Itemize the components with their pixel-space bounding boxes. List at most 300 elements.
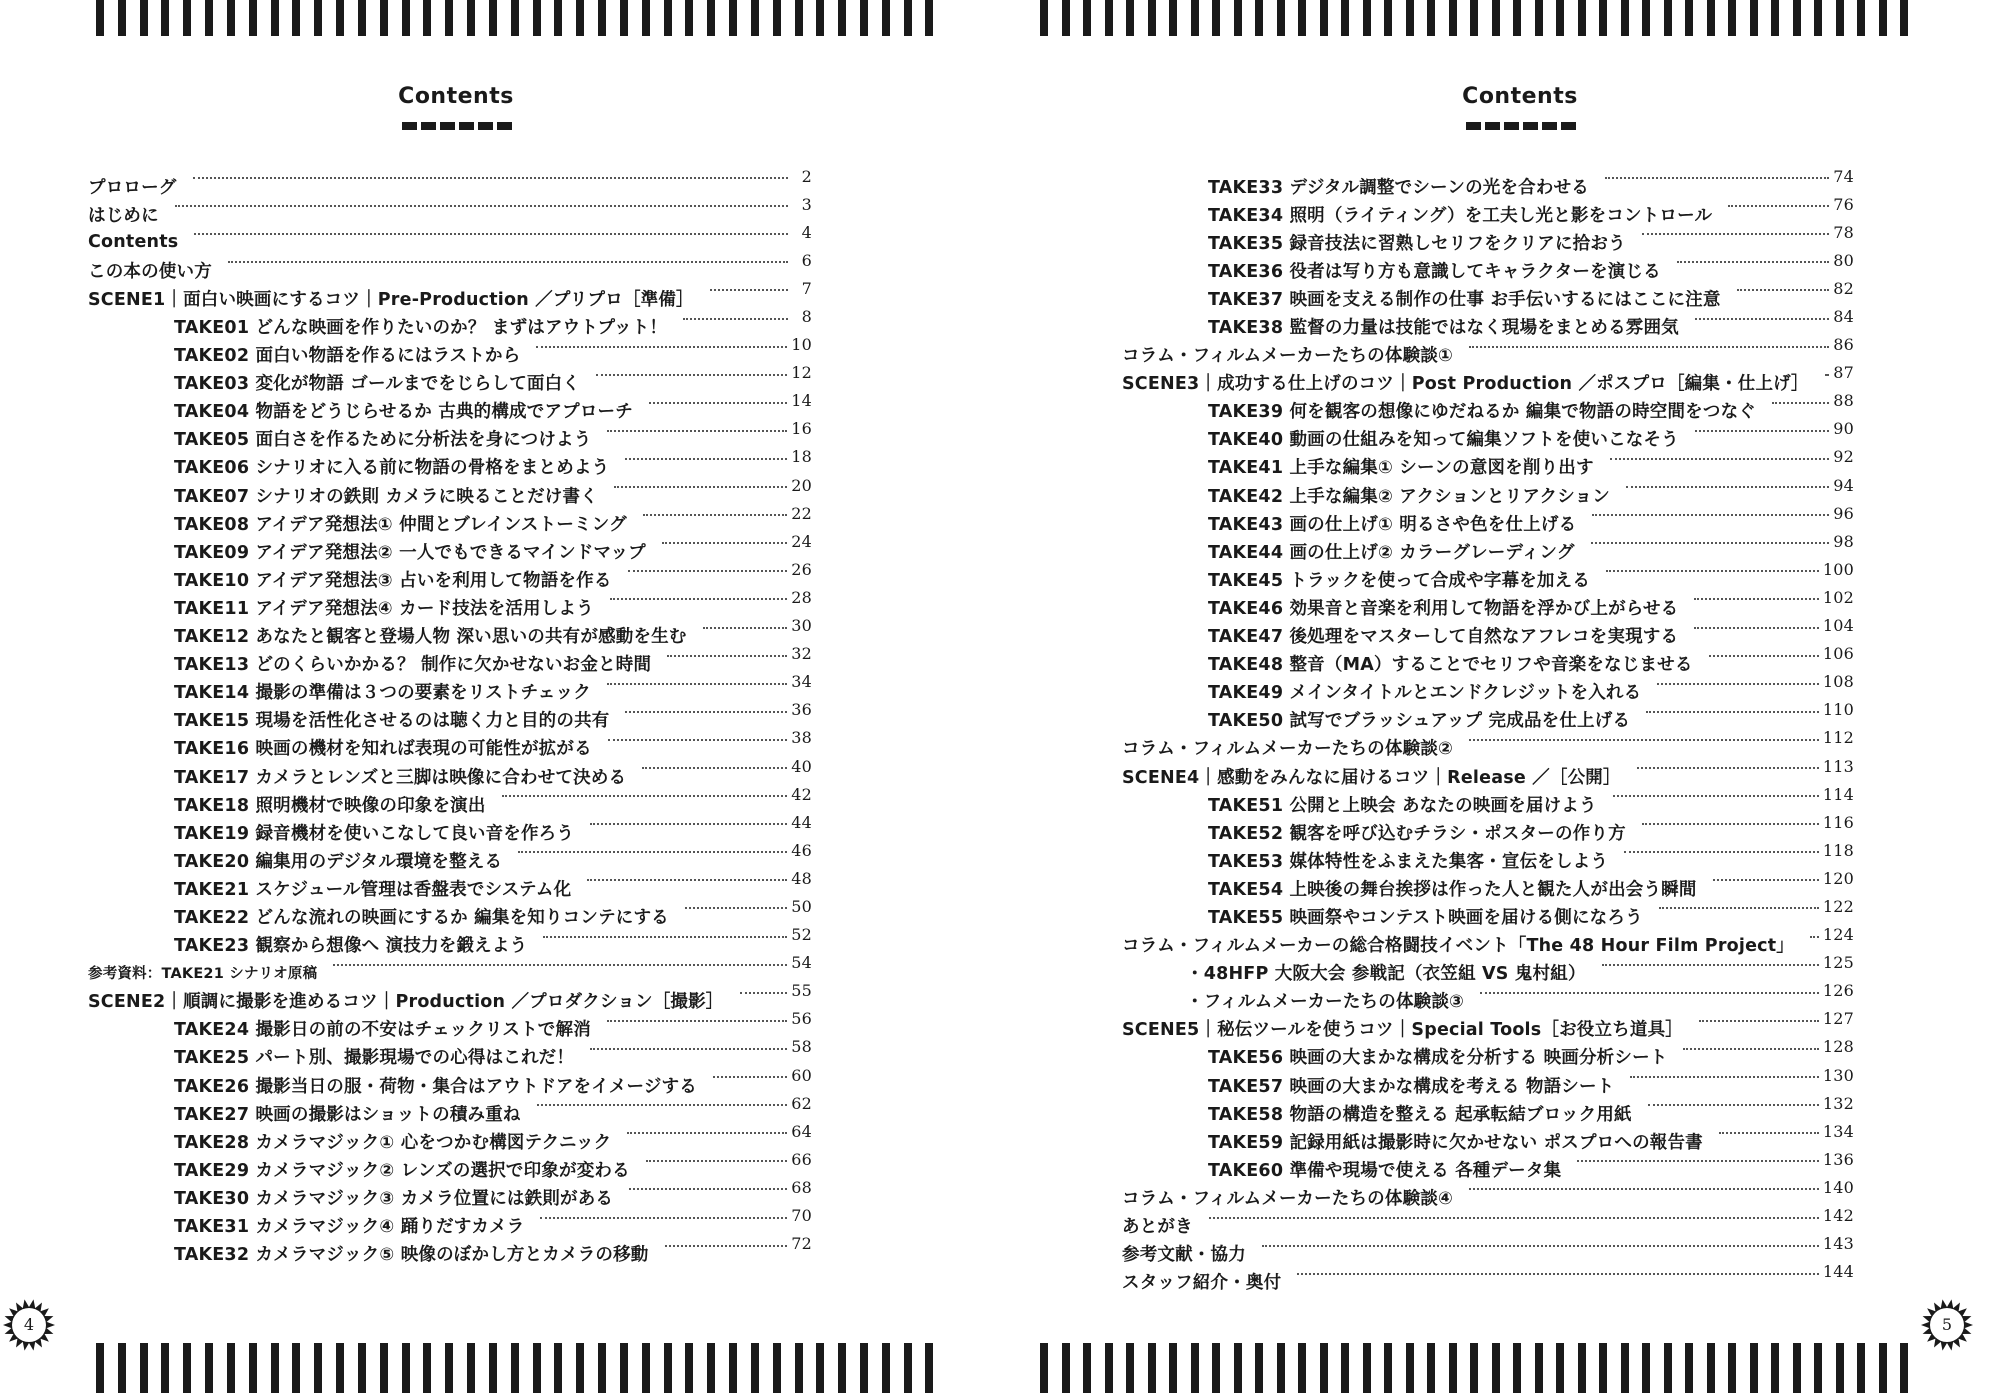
toc-entry-label: TAKE06 シナリオに入る前に物語の骨格をまとめよう <box>174 458 610 479</box>
stripe <box>816 1343 824 1393</box>
toc-entry[interactable] <box>88 1234 812 1268</box>
stripe <box>1191 1343 1199 1393</box>
bottom-stripe-border <box>96 1343 934 1393</box>
toc-entry[interactable] <box>1122 1149 1854 1183</box>
dot-leader <box>649 402 787 404</box>
toc-entry-page: 68 <box>791 1177 812 1197</box>
stripe <box>1105 0 1113 36</box>
dot-leader <box>1469 739 1819 741</box>
toc-entry-page: 44 <box>791 812 812 832</box>
toc-entry-page: 66 <box>791 1149 812 1169</box>
stripe <box>925 1343 933 1393</box>
toc-entry[interactable] <box>1122 363 1854 397</box>
toc-entry[interactable] <box>88 587 812 621</box>
stripe <box>423 0 431 36</box>
stripe <box>773 0 781 36</box>
toc-entry[interactable] <box>1122 194 1854 228</box>
stripe <box>161 1343 169 1393</box>
stripe <box>227 1343 235 1393</box>
toc-entry[interactable] <box>88 363 812 397</box>
toc-entry-page: 55 <box>791 981 812 1001</box>
stripe <box>1556 0 1564 36</box>
stripe <box>664 1343 672 1393</box>
toc-entry-label: TAKE14 撮影の準備は３つの要素をリストチェック <box>174 683 591 704</box>
toc-entry-label: TAKE45 トラックを使って合成や字幕を加える <box>1208 570 1591 591</box>
toc-entry-page: 52 <box>791 925 812 945</box>
dot-leader <box>228 261 788 263</box>
toc-entry-page: 50 <box>791 896 812 916</box>
stripe <box>1664 1343 1672 1393</box>
toc-entry[interactable] <box>1122 1093 1854 1127</box>
toc-entry-page: 104 <box>1822 616 1854 636</box>
toc-entry[interactable] <box>88 1009 812 1043</box>
toc-entry[interactable] <box>1122 222 1854 256</box>
title-underline <box>402 122 512 130</box>
toc-entry[interactable] <box>88 166 812 200</box>
page-number: 5 <box>1941 1315 1953 1334</box>
toc-entry[interactable] <box>88 896 812 930</box>
toc-entry-page: 118 <box>1822 840 1854 860</box>
dot-leader <box>683 318 788 320</box>
toc-entry[interactable] <box>1122 700 1854 734</box>
stripe <box>118 1343 126 1393</box>
toc-entry[interactable] <box>1122 335 1854 369</box>
toc-entry[interactable] <box>88 840 812 874</box>
stripe <box>1449 0 1457 36</box>
stripe <box>161 0 169 36</box>
dot-leader <box>590 1048 787 1050</box>
dot-leader <box>596 374 787 376</box>
stripe <box>511 1343 519 1393</box>
toc-entry[interactable] <box>1122 1206 1854 1239</box>
toc-entry-label: TAKE56 映画の大まかな構成を分析する 映画分析シート <box>1208 1048 1668 1069</box>
toc-entry[interactable] <box>1122 1065 1854 1099</box>
stripe <box>795 1343 803 1393</box>
toc-entry[interactable] <box>1122 840 1854 874</box>
toc-entry-page: 60 <box>791 1065 812 1085</box>
stripe <box>1427 1343 1435 1393</box>
stripe <box>1191 0 1199 36</box>
toc-entry[interactable] <box>1122 1121 1854 1155</box>
dot-leader <box>540 1217 787 1219</box>
stripe <box>1578 1343 1586 1393</box>
page-title: Contents <box>1462 84 1578 109</box>
toc-entry[interactable] <box>88 475 812 509</box>
stripe <box>1040 0 1048 36</box>
toc-entry[interactable] <box>1122 475 1854 509</box>
toc-entry-page: 64 <box>791 1121 812 1141</box>
top-stripe-border <box>96 0 934 36</box>
toc-entry-label: TAKE05 面白さを作るために分析法を身につけよう <box>174 430 592 451</box>
toc-entry[interactable] <box>88 1206 812 1239</box>
toc-entry[interactable] <box>1122 1009 1854 1043</box>
toc-entry[interactable] <box>88 981 812 1015</box>
toc-entry-page: 114 <box>1822 784 1854 804</box>
toc-entry-label: TAKE17 カメラとレンズと三脚は映像に合わせて決める <box>174 767 627 788</box>
dot-leader <box>614 486 787 488</box>
stripe <box>1126 0 1134 36</box>
stripe <box>1363 0 1371 36</box>
stripe <box>358 1343 366 1393</box>
stripe <box>1900 1343 1908 1393</box>
dot-leader <box>1699 1020 1819 1022</box>
stripe <box>795 0 803 36</box>
toc-entry[interactable] <box>1122 728 1854 762</box>
toc-entry[interactable] <box>88 1093 812 1127</box>
dot-leader <box>175 205 788 207</box>
stripe <box>205 0 213 36</box>
toc-entry-page: 96 <box>1833 503 1854 523</box>
stripe <box>1879 1343 1887 1393</box>
dot-leader <box>1810 936 1819 938</box>
stripe <box>642 1343 650 1393</box>
stripe <box>1341 1343 1349 1393</box>
toc-entry[interactable] <box>1122 1234 1854 1268</box>
toc-entry-label: TAKE34 照明（ライティング）を工夫し光と影をコントロール <box>1208 205 1713 226</box>
toc-entry[interactable] <box>88 419 812 453</box>
stripe <box>1642 0 1650 36</box>
stripe <box>1621 0 1629 36</box>
toc-entry-page: 30 <box>791 616 812 636</box>
stripe <box>751 0 759 36</box>
toc-entry[interactable] <box>88 307 812 340</box>
toc-entry-page: 143 <box>1822 1234 1854 1254</box>
dot-leader <box>703 627 788 629</box>
stripe <box>1793 1343 1801 1393</box>
toc-entry-page: 38 <box>791 728 812 748</box>
stripe <box>1793 0 1801 36</box>
toc-entry-page: 78 <box>1833 222 1854 242</box>
toc-entry[interactable] <box>88 503 812 537</box>
toc-entry-label: SCENE3｜成功する仕上げのコツ｜Post Production ／ポスプロ［編集・仕上げ］ <box>1122 374 1809 395</box>
toc-entry[interactable] <box>88 925 812 959</box>
dot-leader <box>1469 346 1829 348</box>
stripe <box>1814 1343 1822 1393</box>
toc-entry[interactable] <box>88 616 812 650</box>
toc-entry[interactable] <box>1122 559 1854 593</box>
stripe <box>402 1343 410 1393</box>
dot-leader <box>1602 964 1819 966</box>
stripe <box>685 0 693 36</box>
toc-entry-label: TAKE42 上手な編集② アクションとリアクション <box>1208 486 1610 507</box>
toc-entry[interactable] <box>1122 503 1854 537</box>
toc-entry-page: 62 <box>791 1093 812 1113</box>
dot-leader <box>1613 795 1819 797</box>
dot-leader <box>1624 851 1819 853</box>
dot-leader <box>1630 1076 1818 1078</box>
stripe <box>1384 1343 1392 1393</box>
stripe <box>1169 0 1177 36</box>
stripe <box>140 1343 148 1393</box>
stripe <box>271 0 279 36</box>
toc-entry-label: SCENE5｜秘伝ツールを使うコツ｜Special Tools［お役立ち道具］ <box>1122 1020 1683 1041</box>
toc-entry-page: 22 <box>791 503 812 523</box>
toc-entry[interactable] <box>88 784 812 818</box>
stripe <box>904 0 912 36</box>
stripe <box>882 1343 890 1393</box>
dot-leader <box>1694 627 1819 629</box>
toc-entry[interactable] <box>88 391 812 425</box>
toc-entry[interactable] <box>88 1037 812 1071</box>
stripe <box>1535 0 1543 36</box>
dot-leader <box>536 346 787 348</box>
stripe <box>707 0 715 36</box>
dot-leader <box>710 289 788 291</box>
toc-entry-page: 12 <box>791 363 812 383</box>
toc-entry-page: 24 <box>791 531 812 551</box>
toc-entry-label: SCENE4｜感動をみんなに届けるコツ｜Release ／［公開］ <box>1122 767 1621 788</box>
stripe <box>183 0 191 36</box>
stripe <box>1320 0 1328 36</box>
toc-entry[interactable] <box>1122 925 1854 959</box>
toc-entry[interactable] <box>1122 784 1854 818</box>
toc-entry[interactable] <box>88 953 812 987</box>
stripe <box>1814 0 1822 36</box>
toc-entry-label: TAKE12 あなたと観客と登場人物 深い思いの共有が感動を生む <box>174 627 687 648</box>
toc-entry[interactable] <box>88 728 812 762</box>
toc-entry-page: 2 <box>801 166 812 186</box>
toc-entry-page: 72 <box>791 1234 812 1254</box>
dot-leader <box>1642 823 1819 825</box>
page-number: 4 <box>23 1315 35 1334</box>
stripe <box>1169 1343 1177 1393</box>
toc-entry-label: TAKE30 カメラマジック③ カメラ位置には鉄則がある <box>174 1188 614 1209</box>
stripe <box>1427 0 1435 36</box>
toc-entry[interactable] <box>88 531 812 565</box>
stripe <box>1298 0 1306 36</box>
dot-leader <box>625 711 787 713</box>
toc-entry[interactable] <box>1122 587 1854 621</box>
dot-leader <box>740 992 788 994</box>
stripe <box>1879 0 1887 36</box>
stripe <box>533 1343 541 1393</box>
stripe <box>1707 1343 1715 1393</box>
stripe <box>140 0 148 36</box>
toc-entry[interactable] <box>1122 812 1854 846</box>
toc-entry-page: 87 <box>1833 363 1854 383</box>
stripe <box>445 0 453 36</box>
toc-entry-page: 127 <box>1822 1009 1854 1029</box>
toc-list <box>1122 166 1854 1296</box>
dot-leader <box>607 683 787 685</box>
stripe <box>533 0 541 36</box>
stripe <box>1750 1343 1758 1393</box>
toc-entry[interactable] <box>88 250 812 284</box>
dot-leader <box>1297 1273 1819 1275</box>
bottom-stripe-border <box>1040 1343 1908 1393</box>
dot-leader <box>1605 177 1829 179</box>
toc-entry-label: TAKE22 どんな流れの映画にするか 編集を知りコンテにする <box>174 907 669 928</box>
stripe <box>904 1343 912 1393</box>
top-stripe-border <box>1040 0 1908 36</box>
stripe <box>1685 1343 1693 1393</box>
stripe <box>1836 0 1844 36</box>
stripe <box>1492 0 1500 36</box>
stripe <box>1599 0 1607 36</box>
dot-leader <box>665 1245 788 1247</box>
toc-entry-page: 134 <box>1822 1121 1854 1141</box>
dot-leader <box>1772 402 1829 404</box>
stripe <box>1771 1343 1779 1393</box>
dot-leader <box>625 458 787 460</box>
page-number-badge <box>2 1298 56 1352</box>
toc-entry-page: 130 <box>1822 1065 1854 1085</box>
toc-entry-label: TAKE03 変化が物語 ゴールまでをじらして面白く <box>174 374 581 395</box>
toc-entry[interactable] <box>88 672 812 706</box>
toc-entry-page: 86 <box>1833 335 1854 355</box>
toc-entry[interactable] <box>1122 1177 1854 1211</box>
stripe <box>1277 0 1285 36</box>
toc-entry-label: TAKE26 撮影当日の服・荷物・集合はアウトドアをイメージする <box>174 1076 697 1097</box>
toc-entry[interactable] <box>1122 616 1854 650</box>
toc-entry-page: 18 <box>791 447 812 467</box>
toc-entry-page: 124 <box>1822 925 1854 945</box>
stripe <box>554 1343 562 1393</box>
toc-entry[interactable] <box>1122 756 1854 790</box>
toc-entry-label: TAKE18 照明機材で映像の印象を演出 <box>174 795 486 816</box>
toc-entry[interactable] <box>1122 391 1854 425</box>
stripe <box>685 1343 693 1393</box>
dot-leader <box>1646 711 1819 713</box>
toc-entry[interactable] <box>1122 868 1854 902</box>
toc-entry[interactable] <box>1122 953 1854 987</box>
toc-entry-page: 112 <box>1822 728 1854 748</box>
stripe <box>249 1343 257 1393</box>
dot-leader <box>1626 486 1829 488</box>
dot-leader <box>1592 514 1829 516</box>
dot-leader <box>1591 542 1830 544</box>
stripe <box>227 0 235 36</box>
toc-entry[interactable] <box>88 447 812 481</box>
dot-leader <box>662 542 787 544</box>
toc-entry-label: 参考文献・協力 <box>1122 1245 1246 1266</box>
toc-entry-label: Contents <box>88 232 179 253</box>
dot-leader <box>607 430 787 432</box>
stripe <box>1857 0 1865 36</box>
toc-entry-page: 32 <box>791 644 812 664</box>
toc-entry-page: 42 <box>791 784 812 804</box>
toc-entry-page: 144 <box>1822 1262 1854 1282</box>
toc-entry-page: 140 <box>1822 1177 1854 1197</box>
stripe <box>1320 1343 1328 1393</box>
stripe <box>292 0 300 36</box>
toc-entry[interactable] <box>88 812 812 846</box>
toc-entry-page: 10 <box>791 335 812 355</box>
dot-leader <box>193 177 789 179</box>
toc-entry-label: ・フィルムメーカーたちの体験談③ <box>1186 992 1465 1013</box>
stripe <box>1492 1343 1500 1393</box>
toc-entry-label: TAKE02 面白い物語を作るにはラストから <box>174 346 521 367</box>
toc-entry[interactable] <box>88 644 812 678</box>
stripe <box>620 1343 628 1393</box>
dot-leader <box>518 851 787 853</box>
dot-leader <box>1728 205 1829 207</box>
dot-leader <box>1683 1048 1818 1050</box>
toc-entry[interactable] <box>1122 672 1854 706</box>
toc-entry-page: 7 <box>801 278 812 298</box>
stripe <box>249 0 257 36</box>
toc-entry-page: 36 <box>791 700 812 720</box>
stripe <box>1255 0 1263 36</box>
stripe <box>576 1343 584 1393</box>
toc-entry[interactable] <box>1122 644 1854 678</box>
toc-entry[interactable] <box>88 278 812 312</box>
toc-entry-label: スタッフ紹介・奥付 <box>1122 1273 1282 1294</box>
toc-entry-page: 74 <box>1833 166 1854 186</box>
toc-entry-page: 136 <box>1822 1149 1854 1169</box>
toc-entry-label: コラム・フィルムメーカーたちの体験談① <box>1122 346 1453 367</box>
toc-entry-label: この本の使い方 <box>88 261 212 282</box>
toc-entry[interactable] <box>1122 531 1854 565</box>
stripe <box>860 0 868 36</box>
toc-entry[interactable] <box>88 1149 812 1183</box>
dot-leader <box>1480 992 1819 994</box>
page-title: Contents <box>398 84 514 109</box>
toc-entry-label: TAKE07 シナリオの鉄則 カメラに映ることだけ書く <box>174 486 598 507</box>
toc-entry[interactable] <box>88 1065 812 1099</box>
toc-entry-label: TAKE35 録音技法に習熟しセリフをクリアに拾おう <box>1208 233 1626 254</box>
dot-leader <box>1209 1217 1819 1219</box>
toc-entry[interactable] <box>88 222 812 256</box>
toc-entry[interactable] <box>88 756 812 790</box>
toc-entry-page: 126 <box>1822 981 1854 1001</box>
stripe <box>554 0 562 36</box>
stripe <box>271 1343 279 1393</box>
toc-entry-label: TAKE50 試写でブラッシュアップ 完成品を仕上げる <box>1208 711 1631 732</box>
dot-leader <box>1610 458 1830 460</box>
toc-entry-label: TAKE54 上映後の舞台挨拶は作った人と観た人が出会う瞬間 <box>1208 879 1697 900</box>
stripe <box>664 0 672 36</box>
toc-entry[interactable] <box>1122 278 1854 312</box>
toc-entry-page: 40 <box>791 756 812 776</box>
dot-leader <box>590 823 787 825</box>
toc-entry[interactable] <box>88 335 812 369</box>
dot-leader <box>607 1020 787 1022</box>
stripe <box>1105 1343 1113 1393</box>
toc-entry[interactable] <box>1122 896 1854 930</box>
stripe <box>118 0 126 36</box>
toc-entry[interactable] <box>88 1177 812 1211</box>
toc-entry[interactable] <box>1122 250 1854 284</box>
toc-entry[interactable] <box>1122 981 1854 1015</box>
stripe <box>1556 1343 1564 1393</box>
toc-entry[interactable] <box>88 868 812 902</box>
toc-entry[interactable] <box>88 700 812 734</box>
toc-entry[interactable] <box>1122 166 1854 200</box>
toc-entry[interactable] <box>1122 307 1854 340</box>
toc-entry[interactable] <box>1122 447 1854 481</box>
stripe <box>1599 1343 1607 1393</box>
toc-entry-page: 108 <box>1822 672 1854 692</box>
stripe <box>380 1343 388 1393</box>
toc-entry-page: 125 <box>1822 953 1854 973</box>
stripe <box>1578 0 1586 36</box>
toc-entry[interactable] <box>88 1121 812 1155</box>
stripe <box>1234 1343 1242 1393</box>
toc-entry[interactable] <box>1122 1262 1854 1296</box>
toc-entry[interactable] <box>88 559 812 593</box>
stripe <box>1685 0 1693 36</box>
dot-leader <box>608 739 787 741</box>
toc-entry[interactable] <box>1122 419 1854 453</box>
toc-entry-label: TAKE04 物語をどうじらせるか 古典的構成でアプローチ <box>174 402 633 423</box>
toc-entry[interactable] <box>1122 1037 1854 1071</box>
toc-entry-page: 34 <box>791 672 812 692</box>
toc-entry[interactable] <box>88 194 812 228</box>
stripe <box>707 1343 715 1393</box>
dot-leader <box>642 767 787 769</box>
toc-entry-label: TAKE28 カメラマジック① 心をつかむ構図テクニック <box>174 1132 612 1153</box>
